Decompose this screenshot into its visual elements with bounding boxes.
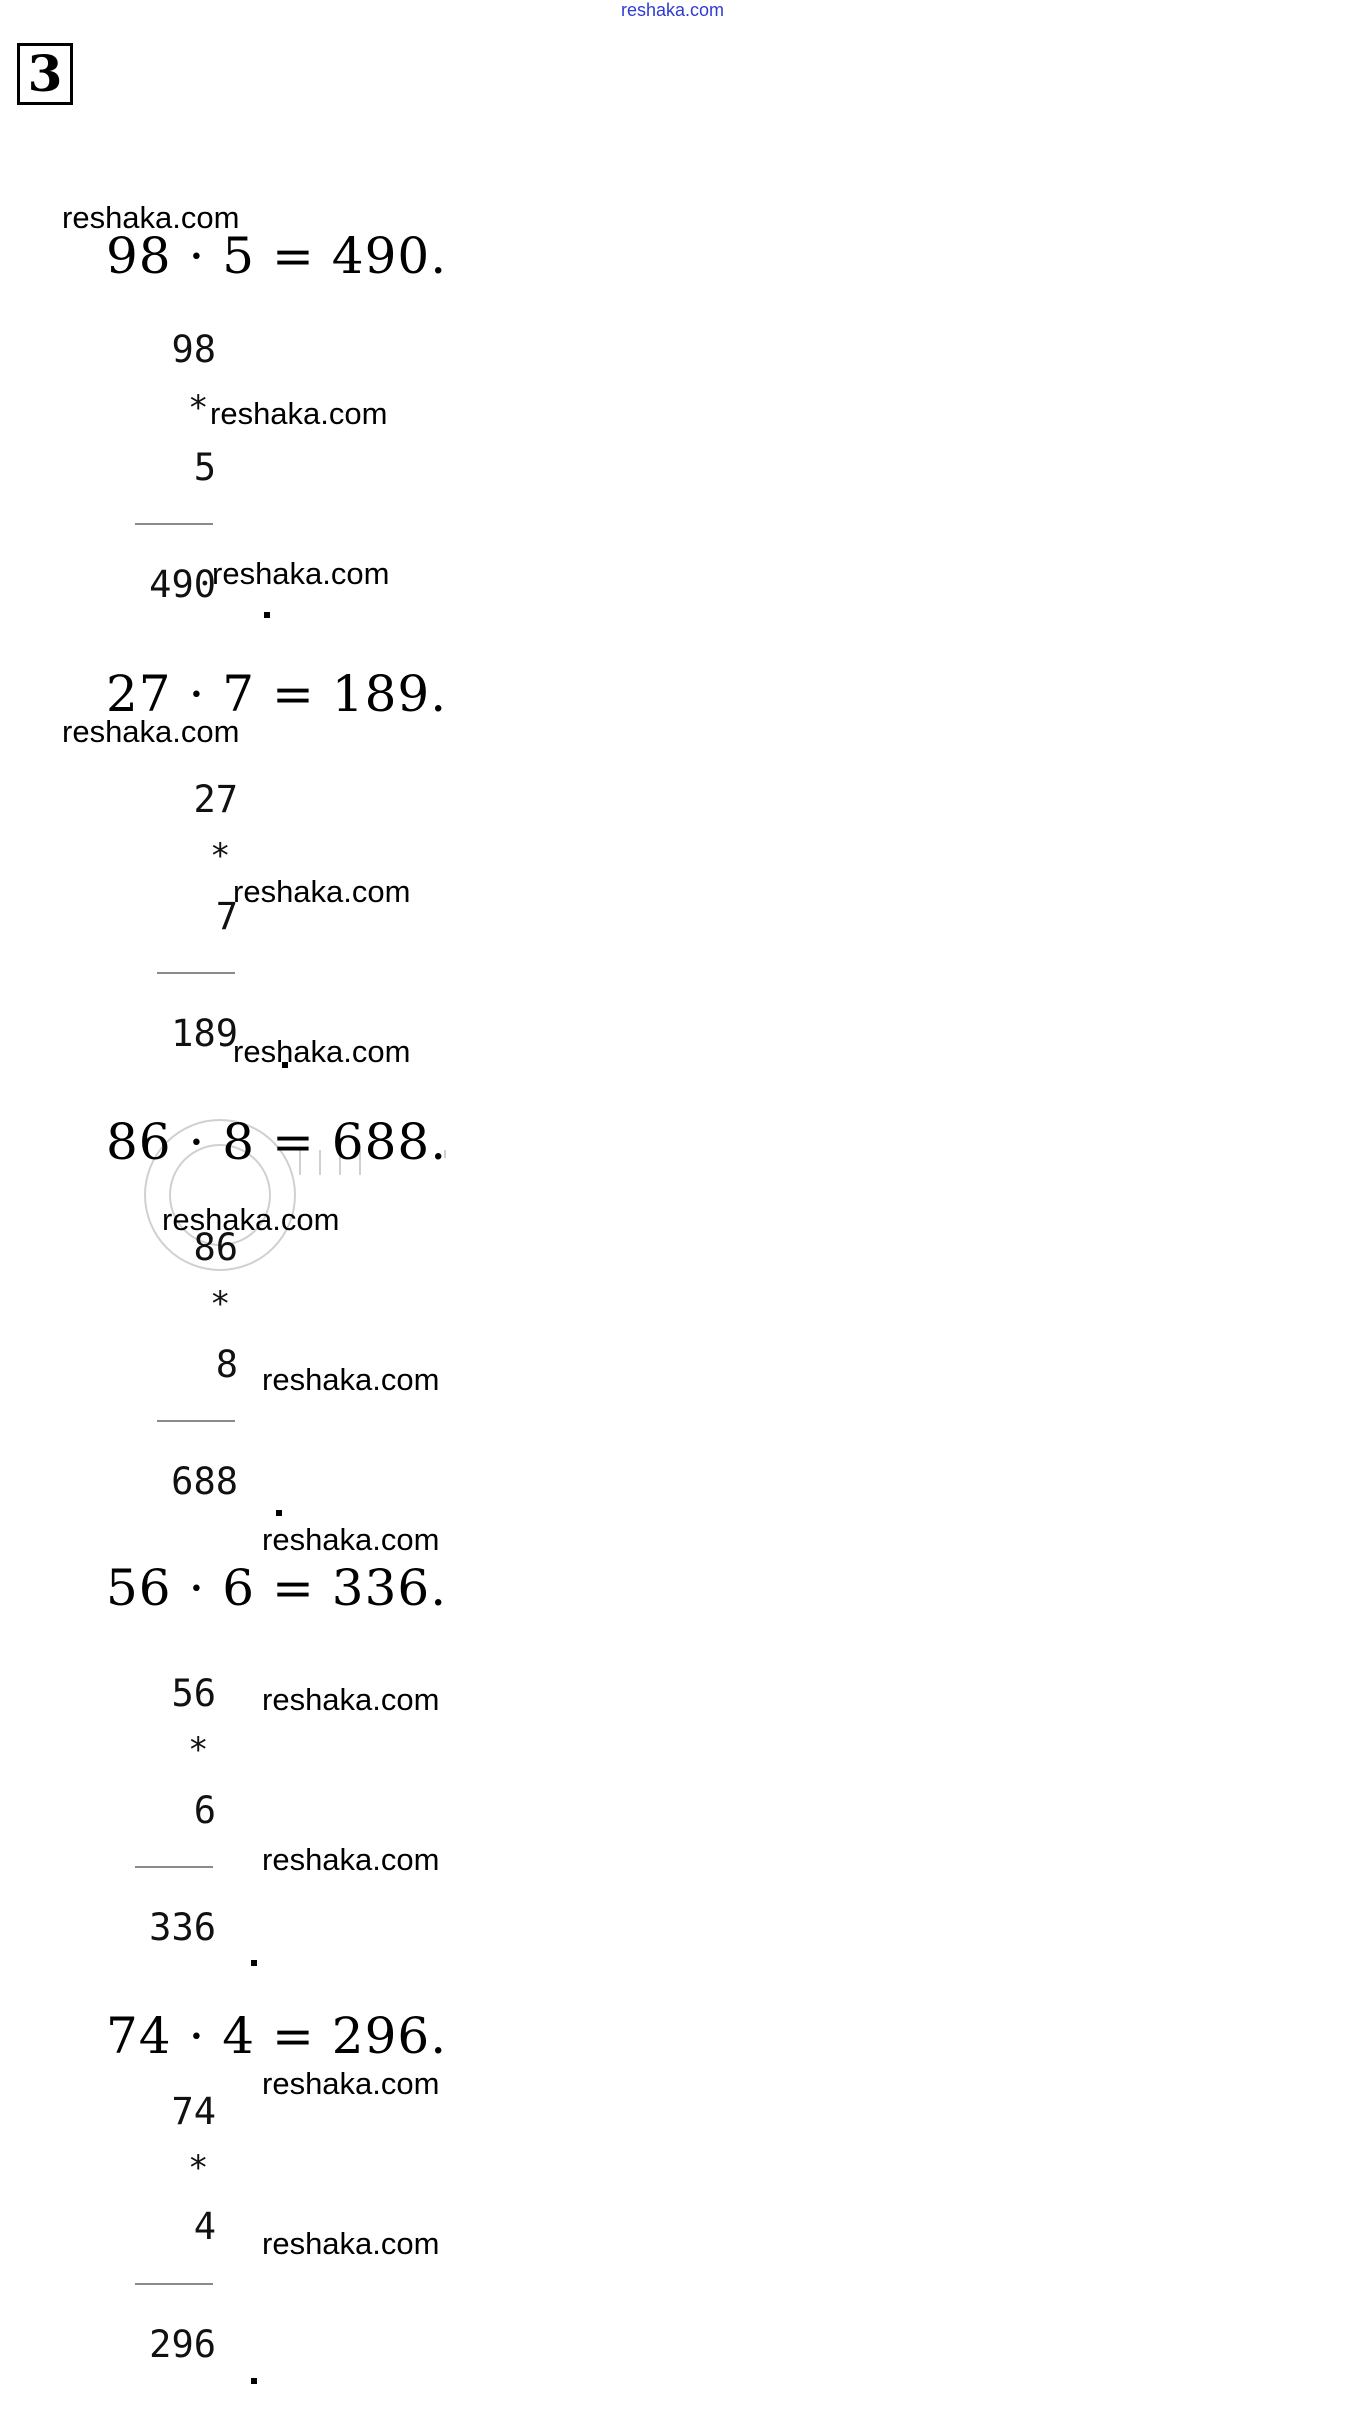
period-dot-5	[251, 2378, 257, 2384]
watermark: reshaka.com	[162, 1202, 340, 1237]
product-1: 490	[149, 563, 216, 606]
factor-a-3: 86	[193, 1226, 238, 1269]
factor-a-1: 98	[171, 328, 216, 371]
factor-b-4: 6	[193, 1789, 216, 1832]
site-link[interactable]: reshaka.com	[620, 0, 725, 20]
period-dot-3	[276, 1510, 282, 1516]
multiply-sign-1: *	[188, 388, 209, 428]
product-4: 336	[149, 1906, 216, 1949]
factor-b-2: 7	[215, 895, 238, 938]
equation-5: 74 · 4 = 296.	[106, 2007, 448, 2065]
factor-b-5: 4	[193, 2205, 216, 2248]
result-line-1	[135, 523, 213, 525]
factor-b-3: 8	[215, 1343, 238, 1386]
factor-a-2: 27	[193, 778, 238, 821]
period-dot-4	[251, 1960, 257, 1966]
watermark: reshaka.com	[233, 1034, 411, 1069]
watermark: reshaka.com	[262, 2066, 440, 2101]
result-line-5	[135, 2283, 213, 2285]
watermark: reshaka.com	[262, 1842, 440, 1877]
equation-3: 86 · 8 = 688.	[106, 1113, 448, 1171]
multiply-sign-3: *	[210, 1284, 231, 1324]
watermark: reshaka.com	[62, 200, 240, 235]
watermark: reshaka.com	[262, 1682, 440, 1717]
multiply-sign-2: *	[210, 836, 231, 876]
result-line-3	[157, 1420, 235, 1422]
multiply-sign-4: *	[188, 1730, 209, 1770]
equation-4: 56 · 6 = 336.	[106, 1559, 448, 1617]
watermark: reshaka.com	[62, 714, 240, 749]
equation-1: 98 · 5 = 490.	[106, 227, 448, 285]
result-line-4	[135, 1866, 213, 1868]
product-5: 296	[149, 2323, 216, 2366]
factor-a-5: 74	[171, 2090, 216, 2133]
period-dot-1	[264, 612, 270, 618]
task-number-badge: 3	[17, 43, 73, 105]
multiply-sign-5: *	[188, 2148, 209, 2188]
product-3: 688	[171, 1460, 238, 1503]
factor-a-4: 56	[171, 1672, 216, 1715]
result-line-2	[157, 972, 235, 974]
product-2: 189	[171, 1012, 238, 1055]
watermark: reshaka.com	[262, 1362, 440, 1397]
watermark: reshaka.com	[212, 556, 390, 591]
watermark: reshaka.com	[262, 2226, 440, 2261]
factor-b-1: 5	[193, 446, 216, 489]
watermark: reshaka.com	[210, 396, 388, 431]
watermark: reshaka.com	[262, 1522, 440, 1557]
watermark: reshaka.com	[233, 874, 411, 909]
equation-2: 27 · 7 = 189.	[106, 665, 448, 723]
